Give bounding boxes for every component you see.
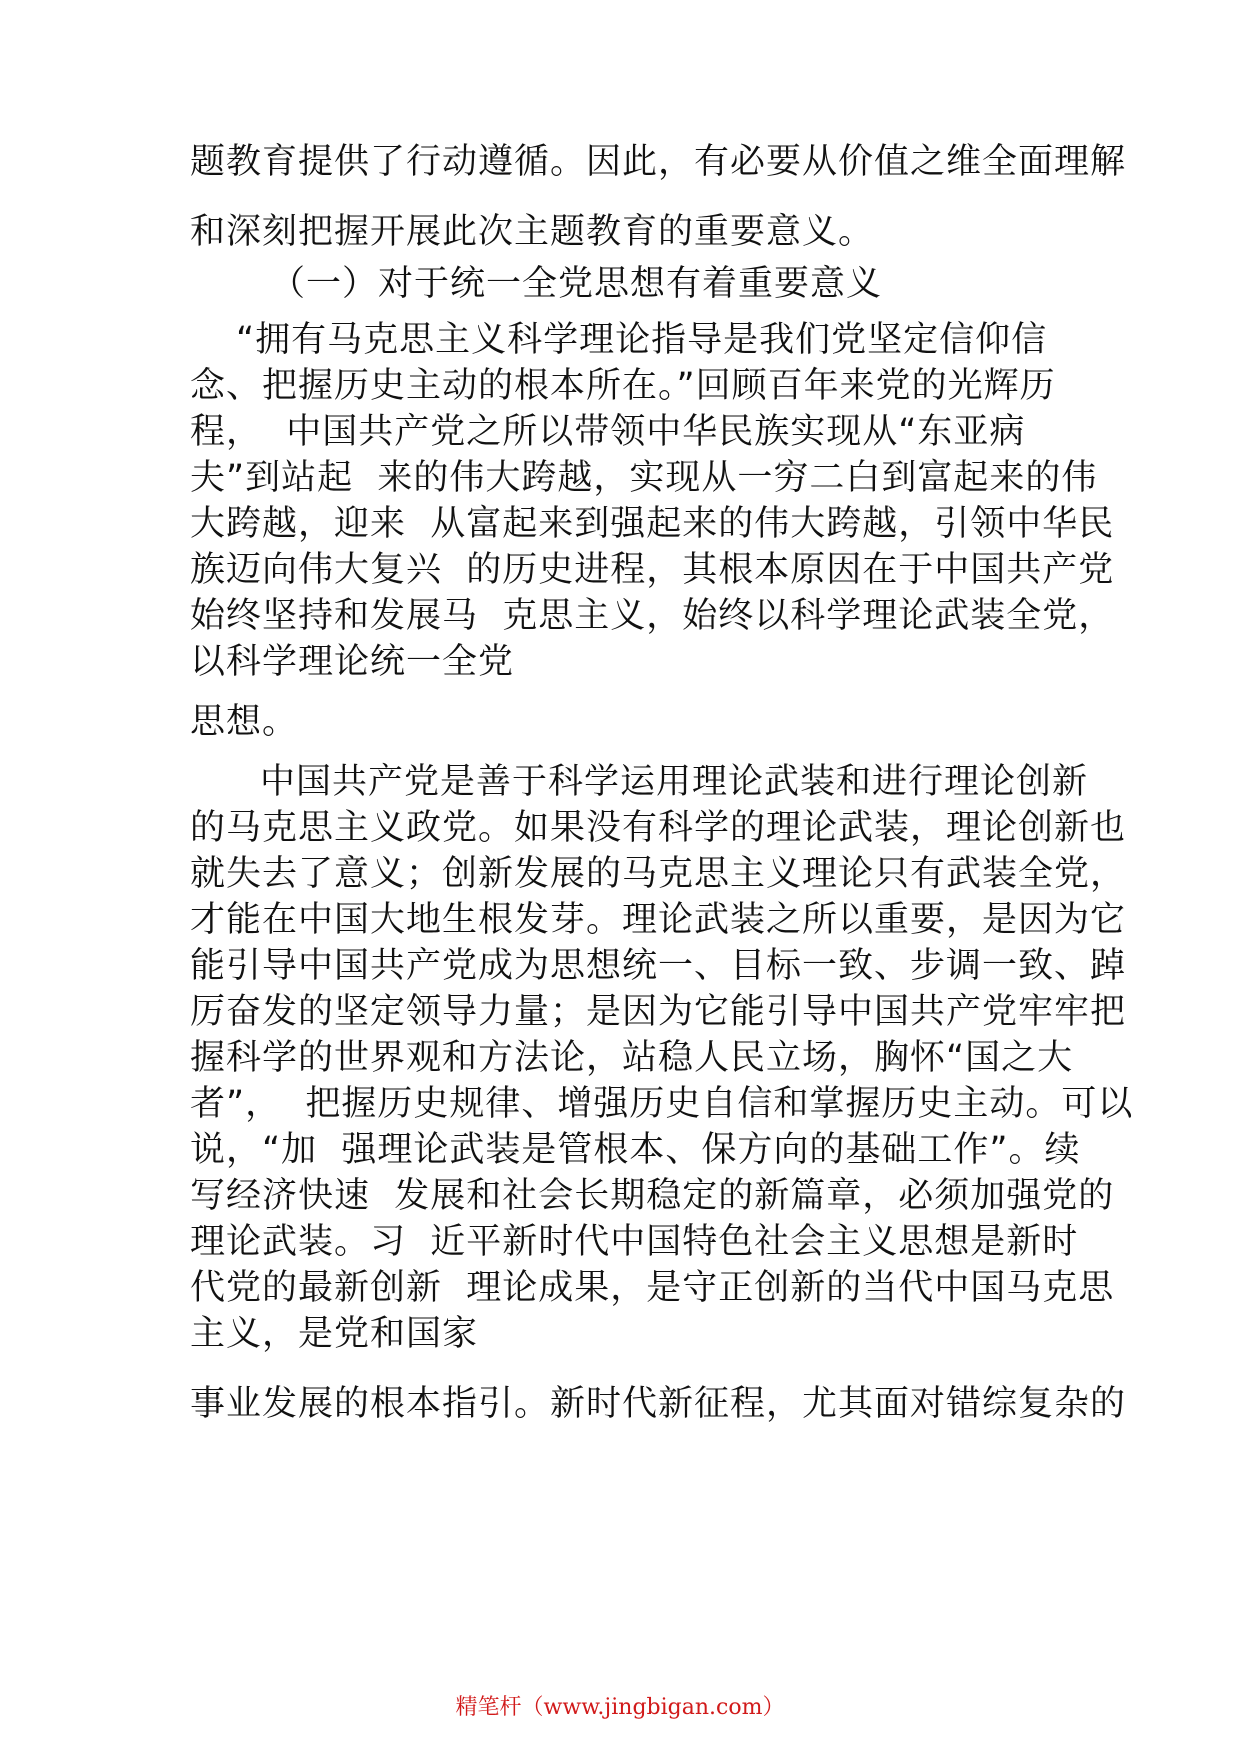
paragraph-line: 中国共产党是善于科学运用理论武装和进行理论创新 (260, 762, 1089, 802)
paragraph-line: “拥有马克思主义科学理论指导是我们党坚定信仰信 (236, 320, 1048, 360)
paragraph-line: 说，“加 强理论武装是管根本、保方向的基础工作”。续 (190, 1130, 1081, 1170)
paragraph-line: 族迈向伟大复兴 的历史进程，其根本原因在于中国共产党 (190, 550, 1115, 590)
paragraph-line: 始终坚持和发展马 克思主义，始终以科学理论武装全党， (190, 596, 1115, 636)
paragraph-line: 理论武装。习 近平新时代中国特色社会主义思想是新时 (190, 1222, 1079, 1262)
paragraph-line: 主义，是党和国家 (190, 1314, 479, 1354)
paragraph-line: 以科学理论统一全党 (190, 642, 515, 682)
paragraph-line: 的马克思主义政党。如果没有科学的理论武装，理论创新也 (190, 808, 1127, 848)
paragraph-line: 就失去了意义；创新发展的马克思主义理论只有武装全党， (190, 854, 1127, 894)
paragraph-line: 思想。 (190, 702, 299, 742)
paragraph-line: 写经济快速 发展和社会长期稳定的新篇章，必须加强党的 (190, 1176, 1115, 1216)
paragraph-line: 大跨越，迎来 从富起来到强起来的伟大跨越，引领中华民 (190, 504, 1115, 544)
paragraph-line: 握科学的世界观和方法论，站稳人民立场，胸怀“国之大 (190, 1038, 1074, 1078)
paragraph-line: 厉奋发的坚定领导力量；是因为它能引导中国共产党牢牢把 (190, 992, 1127, 1032)
paragraph-line: 能引导中国共产党成为思想统一、目标一致、步调一致、踔 (190, 946, 1127, 986)
paragraph-line: 题教育提供了行动遵循。因此，有必要从价值之维全面理解 (190, 142, 1127, 182)
paragraph-line: 代党的最新创新 理论成果，是守正创新的当代中国马克思 (190, 1268, 1115, 1308)
footer-watermark: 精笔杆（www.jingbigan.com） (455, 1695, 785, 1720)
paragraph-line: 者”， 把握历史规律、增强历史自信和掌握历史主动。可以 (190, 1084, 1134, 1124)
paragraph-line: 程， 中国共产党之所以带领中华民族实现从“东亚病 (190, 412, 1026, 452)
paragraph-line: 事业发展的根本指引。新时代新征程，尤其面对错综复杂的 (190, 1384, 1127, 1424)
paragraph-line: 夫”到站起 来的伟大跨越，实现从一穷二白到富起来的伟 (190, 458, 1098, 498)
section-heading: （一）对于统一全党思想有着重要意义 (270, 264, 883, 304)
paragraph-line: 才能在中国大地生根发芽。理论武装之所以重要，是因为它 (190, 900, 1127, 940)
paragraph-line: 念、把握历史主动的根本所在。”回顾百年来党的光辉历 (190, 366, 1056, 406)
paragraph-line: 和深刻把握开展此次主题教育的重要意义。 (190, 212, 875, 252)
